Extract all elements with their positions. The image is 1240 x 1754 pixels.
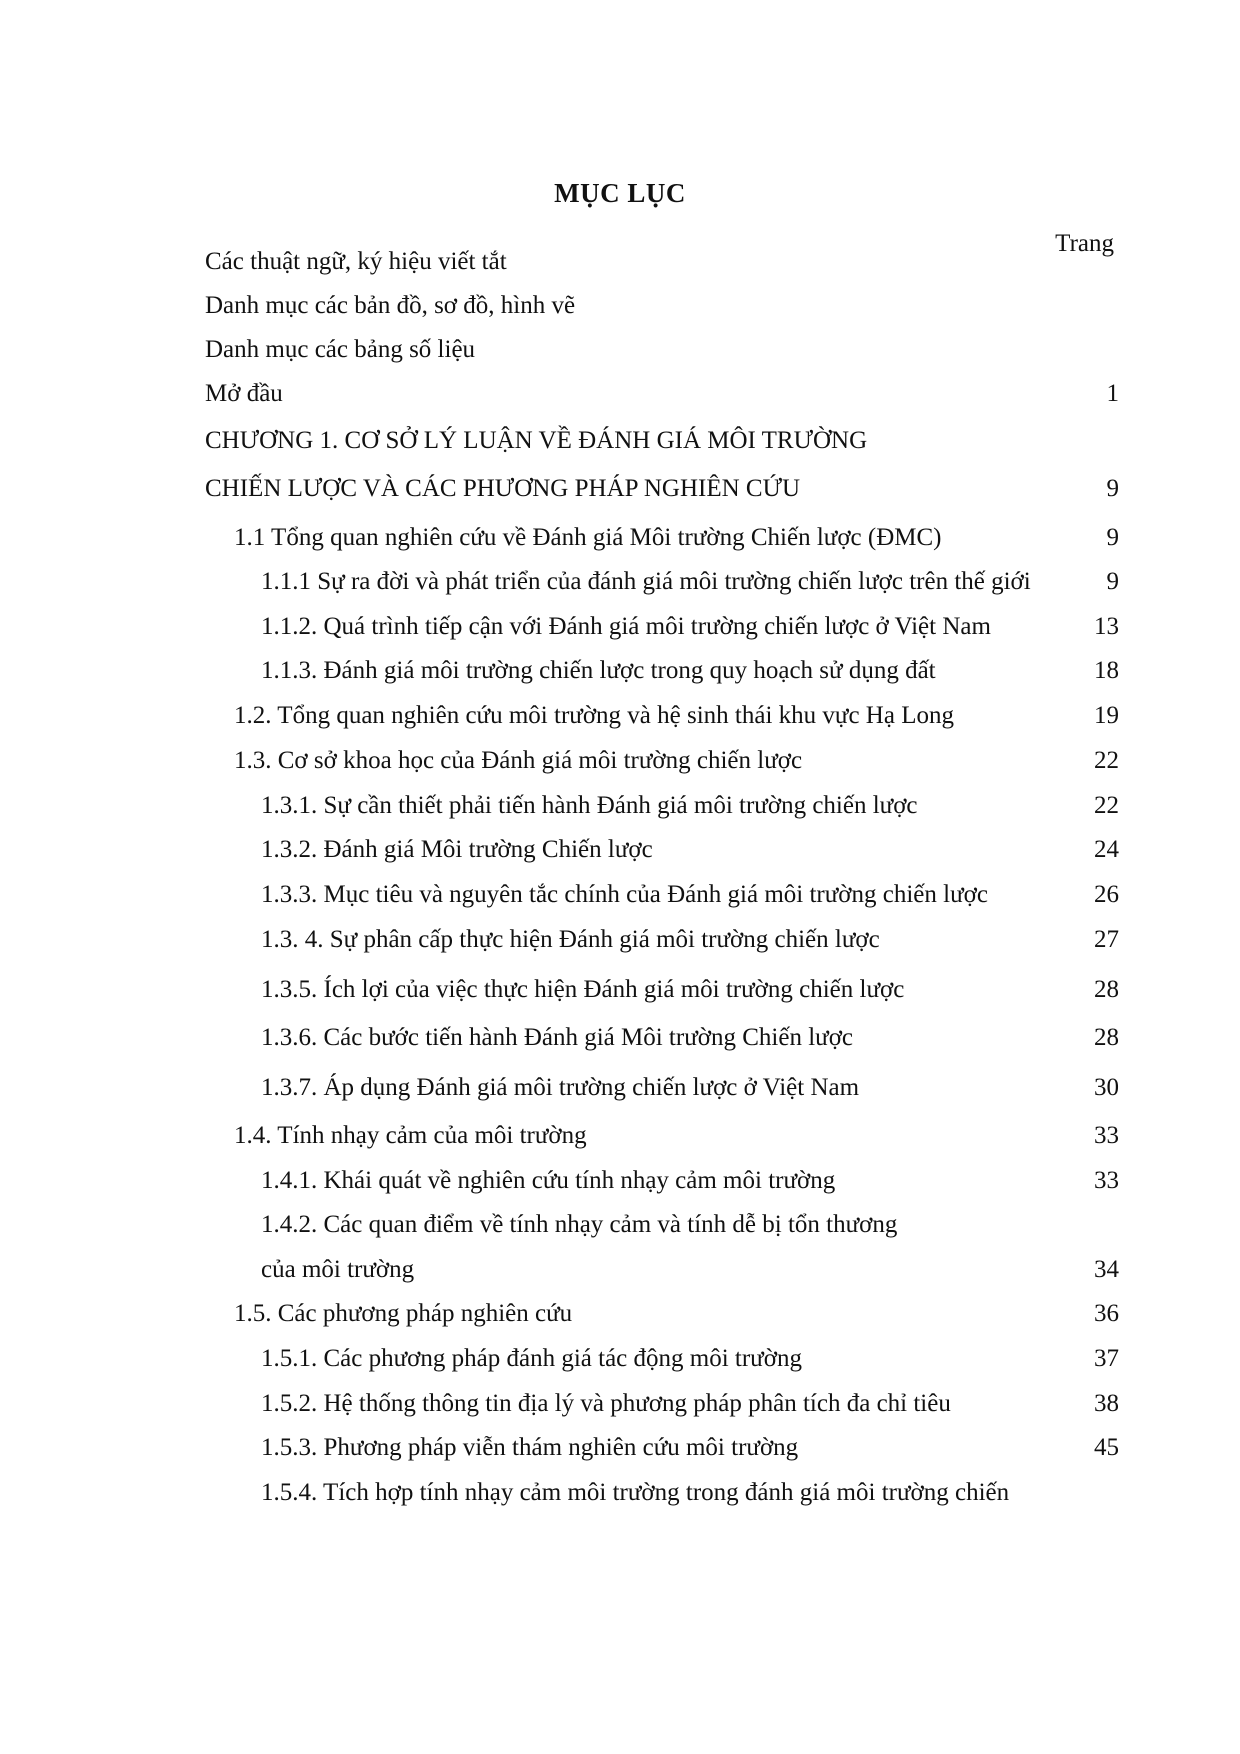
toc-entry-text: 1.1.1 Sự ra đời và phát triển của đánh giá môi trường chiến lược trên thế giới [261, 568, 1031, 595]
toc-entry-text: CHIẾN LƯỢC VÀ CÁC PHƯƠNG PHÁP NGHIÊN CỨU [205, 475, 801, 502]
toc-entry [0, 1250, 1240, 1290]
toc-entry [0, 242, 1240, 282]
toc-entry-page: 27 [1094, 926, 1119, 953]
toc-entry-text: 1.3. Cơ sở khoa học của Đánh giá môi trường chiến lược [234, 747, 803, 774]
toc-entry [0, 696, 1240, 736]
toc-entry-text: 1.3.3. Mục tiêu và nguyên tắc chính của Đánh giá môi trường chiến lược [261, 881, 988, 908]
toc-entry [0, 1428, 1240, 1468]
toc-entry-page: 26 [1094, 881, 1119, 908]
toc-entry [0, 1068, 1240, 1108]
toc-entry-text: 1.4.2. Các quan điểm về tính nhạy cảm và tính dễ bị tổn thương [261, 1211, 898, 1238]
toc-entry-text: 1.4.1. Khái quát về nghiên cứu tính nhạy cảm môi trường [261, 1167, 836, 1194]
toc-entry-page: 9 [1106, 568, 1119, 595]
toc-entry-page: 18 [1094, 657, 1119, 684]
toc-entry-page: 28 [1094, 1024, 1119, 1051]
toc-entry [0, 875, 1240, 915]
toc-entry-page: 34 [1094, 1256, 1119, 1283]
toc-entry [0, 1116, 1240, 1156]
toc-entry-text: 1.5. Các phương pháp nghiên cứu [234, 1300, 573, 1327]
toc-entry [0, 920, 1240, 960]
toc-entry-page: 22 [1094, 792, 1119, 819]
toc-entry-text: CHƯƠNG 1. CƠ SỞ LÝ LUẬN VỀ ĐÁNH GIÁ MÔI TRƯỜNG [205, 427, 868, 454]
toc-entry-page: 24 [1094, 836, 1119, 863]
toc-entry [0, 286, 1240, 326]
chapter-heading [0, 421, 1240, 461]
toc-entry [0, 374, 1240, 414]
toc-entry-text: 1.1 Tổng quan nghiên cứu về Đánh giá Môi trường Chiến lược (ĐMC) [234, 524, 942, 551]
toc-entry-page: 33 [1094, 1167, 1119, 1194]
toc-entry-page: 37 [1094, 1345, 1119, 1372]
toc-entry-page: 9 [1106, 475, 1119, 502]
toc-entry-page: 36 [1094, 1300, 1119, 1327]
toc-entry [0, 1205, 1240, 1245]
page-title: MỤC LỤC [554, 178, 686, 208]
toc-entry [0, 830, 1240, 870]
page-column-label: Trang [1055, 230, 1114, 257]
toc-entry [0, 741, 1240, 781]
toc-entry-text: Danh mục các bản đồ, sơ đồ, hình vẽ [205, 292, 576, 319]
toc-entry-page: 38 [1094, 1390, 1119, 1417]
toc-entry-text: 1.1.3. Đánh giá môi trường chiến lược trong quy hoạch sử dụng đất [261, 657, 936, 684]
toc-entry-text: 1.3.7. Áp dụng Đánh giá môi trường chiến lược ở Việt Nam [261, 1074, 860, 1101]
toc-entry-page: 9 [1106, 524, 1119, 551]
toc-entry [0, 786, 1240, 826]
toc-entry [0, 1294, 1240, 1334]
toc-entry-page: 1 [1106, 380, 1119, 407]
toc-entry [0, 1339, 1240, 1379]
toc-entry [0, 970, 1240, 1010]
chapter-heading [0, 469, 1240, 509]
toc-entry [0, 518, 1240, 558]
toc-entry-text: 1.5.3. Phương pháp viễn thám nghiên cứu môi trường [261, 1434, 799, 1461]
toc-entry-text: Các thuật ngữ, ký hiệu viết tắt [205, 248, 507, 275]
toc-entry-text: 1.2. Tổng quan nghiên cứu môi trường và hệ sinh thái khu vực Hạ Long [234, 702, 954, 729]
toc-entry-page: 30 [1094, 1074, 1119, 1101]
toc-entry-text: của môi trường [261, 1256, 415, 1283]
toc-entry-text: 1.5.2. Hệ thống thông tin địa lý và phương pháp phân tích đa chỉ tiêu [261, 1390, 951, 1417]
toc-entry [0, 651, 1240, 691]
toc-entry-page: 28 [1094, 976, 1119, 1003]
toc-entry [0, 1473, 1240, 1513]
toc-entry-text: 1.3.1. Sự cần thiết phải tiến hành Đánh giá môi trường chiến lược [261, 792, 918, 819]
toc-entry [0, 1161, 1240, 1201]
toc-entry-page: 19 [1094, 702, 1119, 729]
toc-entry-text: 1.3.5. Ích lợi của việc thực hiện Đánh giá môi trường chiến lược [261, 976, 905, 1003]
toc-entry-page: 13 [1094, 613, 1119, 640]
toc-entry-text: 1.5.4. Tích hợp tính nhạy cảm môi trường trong đánh giá môi trường chiến [261, 1479, 1010, 1506]
toc-entry [0, 1018, 1240, 1058]
toc-entry-text: Danh mục các bảng số liệu [205, 336, 476, 363]
toc-entry-text: Mở đầu [205, 380, 283, 407]
toc-entry [0, 330, 1240, 370]
toc-entry [0, 1384, 1240, 1424]
toc-entry-text: 1.5.1. Các phương pháp đánh giá tác động môi trường [261, 1345, 802, 1372]
toc-entry-page: 45 [1094, 1434, 1119, 1461]
toc-entry-text: 1.3.6. Các bước tiến hành Đánh giá Môi trường Chiến lược [261, 1024, 854, 1051]
toc-entry-text: 1.3. 4. Sự phân cấp thực hiện Đánh giá môi trường chiến lược [261, 926, 880, 953]
toc-entry-text: 1.4. Tính nhạy cảm của môi trường [234, 1122, 587, 1149]
toc-entry [0, 562, 1240, 602]
toc-entry-page: 22 [1094, 747, 1119, 774]
toc-entry-text: 1.3.2. Đánh giá Môi trường Chiến lược [261, 836, 653, 863]
toc-entry-page: 33 [1094, 1122, 1119, 1149]
toc-entry-text: 1.1.2. Quá trình tiếp cận với Đánh giá môi trường chiến lược ở Việt Nam [261, 613, 991, 640]
toc-entry [0, 607, 1240, 647]
